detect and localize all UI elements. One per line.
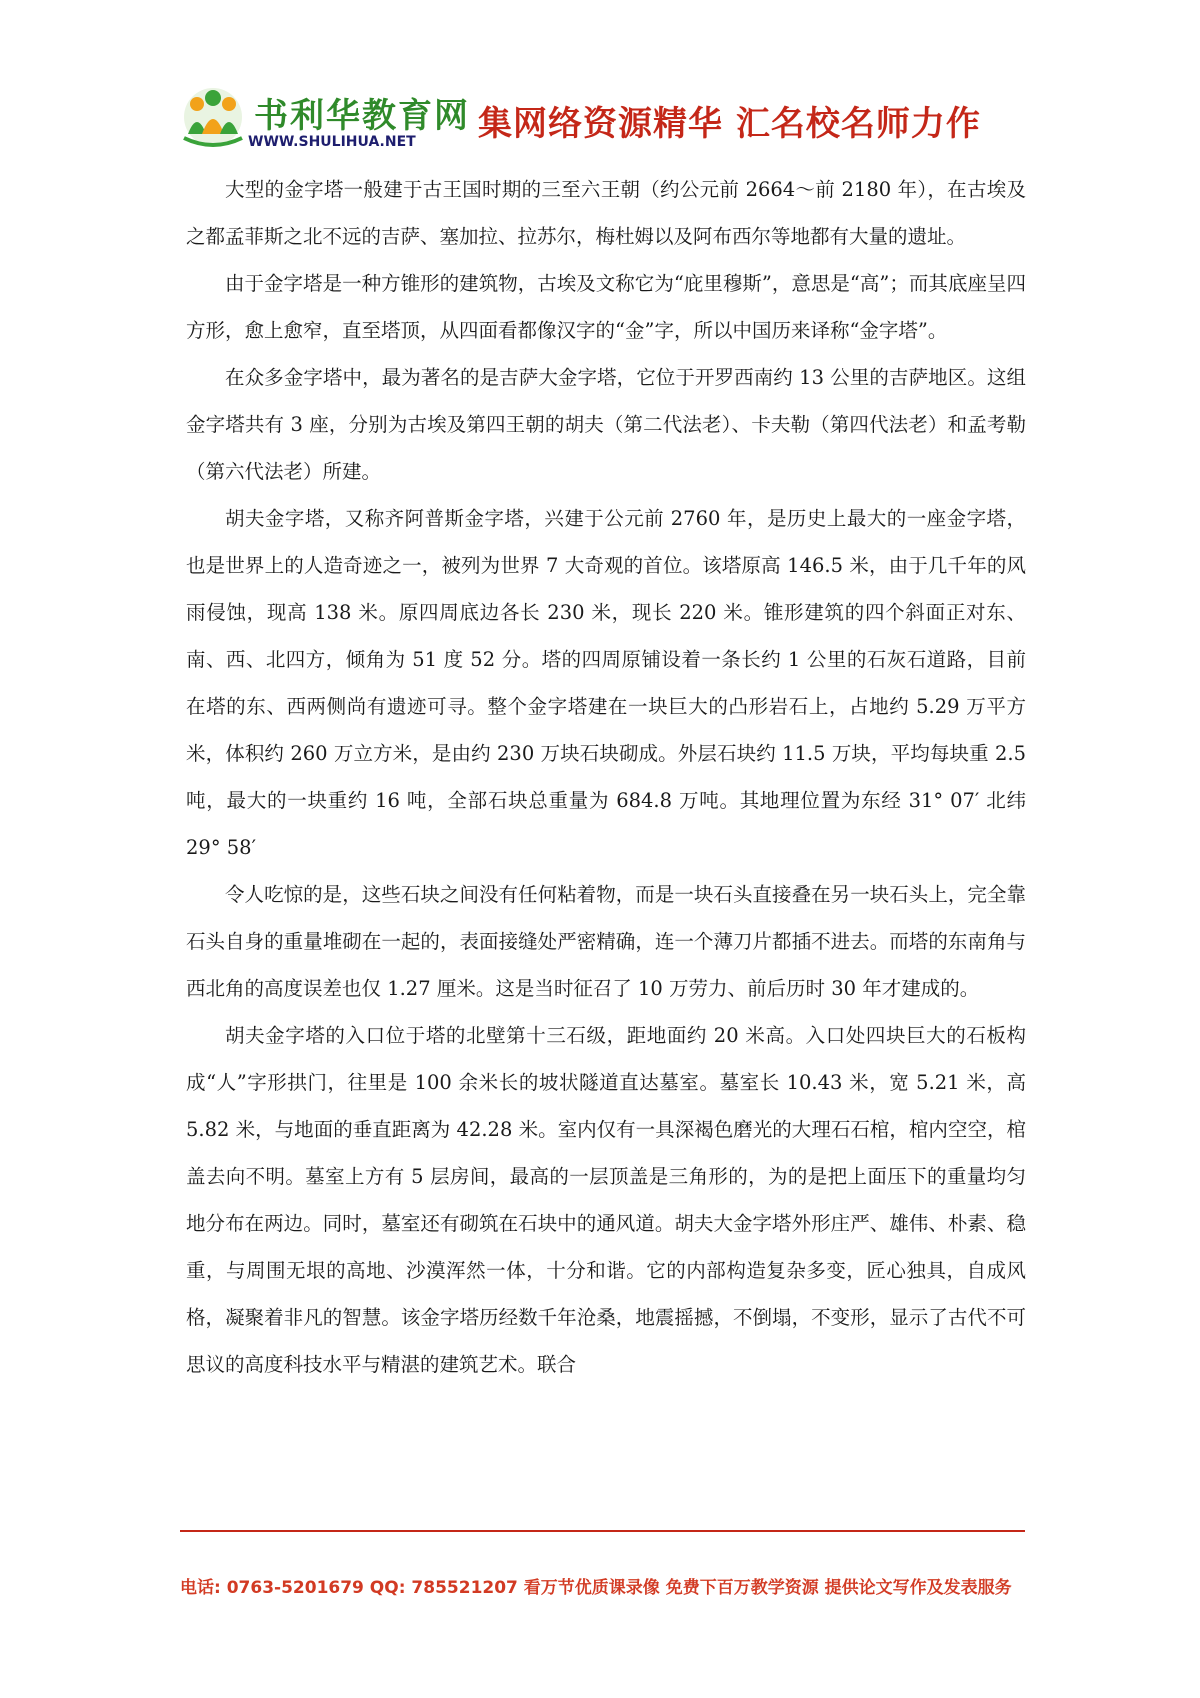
people-logo-icon <box>178 86 248 148</box>
paragraph: 由于金字塔是一种方锥形的建筑物，古埃及文称它为“庇里穆斯”，意思是“高”；而其底座呈四方形，愈上愈窄，直至塔顶，从四面看都像汉字的“金”字，所以中国历来译称“金字塔”。 <box>186 272 1026 342</box>
site-header <box>178 78 1038 148</box>
footer-contact: 电话: 0763-5201679 QQ: 785521207 看万节优质课录像 免费下百万教学资源 提供论文写作及发表服务 <box>180 1578 1012 1598</box>
footer-divider <box>180 1530 1025 1532</box>
brand-url: WWW.SHULIHUA.NET <box>248 134 416 150</box>
header-slogan: 集网络资源精华 汇名校名师力作 <box>478 104 981 144</box>
paragraph: 在众多金字塔中，最为著名的是吉萨大金字塔，它位于开罗西南约 13 公里的吉萨地区。这组金字塔共有 3 座，分别为古埃及第四王朝的胡夫（第二代法老）、卡夫勒（第四代法老）和孟考勒（第六代法老）所建。 <box>186 366 1026 483</box>
paragraph: 大型的金字塔一般建于古王国时期的三至六王朝（约公元前 2664～前 2180 年），在古埃及之都孟菲斯之北不远的吉萨、塞加拉、拉苏尔，梅杜姆以及阿布西尔等地都有大量的遗址。 <box>186 178 1026 248</box>
brand-name: 书利华教育网 <box>254 96 470 136</box>
article-body <box>186 166 1026 1388</box>
paragraph: 胡夫金字塔的入口位于塔的北壁第十三石级，距地面约 20 米高。入口处四块巨大的石板构成“人”字形拱门，往里是 100 余米长的坡状隧道直达墓室。墓室长 10.43 米，宽 5.21 米，高 5.82 米，与地面的垂直距离为 42.28 米。室内仅有一具深褐色磨光的大理石石棺，棺内空空，棺盖去向不明。墓室上方有 5 层房间，最高的一层顶盖是三角形的，为的是把上面压下的重量均匀地分布在两边。同时，墓室还有砌筑在石块中的通风道。胡夫大金字塔外形庄严、雄伟、朴素、稳重，与周围无垠的高地、沙漠浑然一体，十分和谐。它的内部构造复杂多变，匠心独具，自成风格，凝聚着非凡的智慧。该金字塔历经数千年沧桑，地震摇撼，不倒塌，不变形，显示了古代不可思议的高度科技水平与精湛的建筑艺术。联合 <box>186 1024 1026 1376</box>
paragraph: 胡夫金字塔，又称齐阿普斯金字塔，兴建于公元前 2760 年，是历史上最大的一座金字塔，也是世界上的人造奇迹之一，被列为世界 7 大奇观的首位。该塔原高 146.5 米，由于几千年的风雨侵蚀，现高 138 米。原四周底边各长 230 米，现长 220 米。锥形建筑的四个斜面正对东、南、西、北四方，倾角为 51 度 52 分。塔的四周原铺设着一条长约 1 公里的石灰石道路，目前在塔的东、西两侧尚有遗迹可寻。整个金字塔建在一块巨大的凸形岩石上，占地约 5.29 万平方米，体积约 260 万立方米，是由约 230 万块石块砌成。外层石块约 11.5 万块，平均每块重 2.5 吨，最大的一块重约 16 吨，全部石块总重量为 684.8 万吨。其地理位置为东经 31° 07′ 北纬 29° 58′ <box>186 507 1026 859</box>
paragraph: 令人吃惊的是，这些石块之间没有任何粘着物，而是一块石头直接叠在另一块石头上，完全靠石头自身的重量堆砌在一起的，表面接缝处严密精确，连一个薄刀片都插不进去。而塔的东南角与西北角的高度误差也仅 1.27 厘米。这是当时征召了 10 万劳力、前后历时 30 年才建成的。 <box>186 883 1026 1000</box>
